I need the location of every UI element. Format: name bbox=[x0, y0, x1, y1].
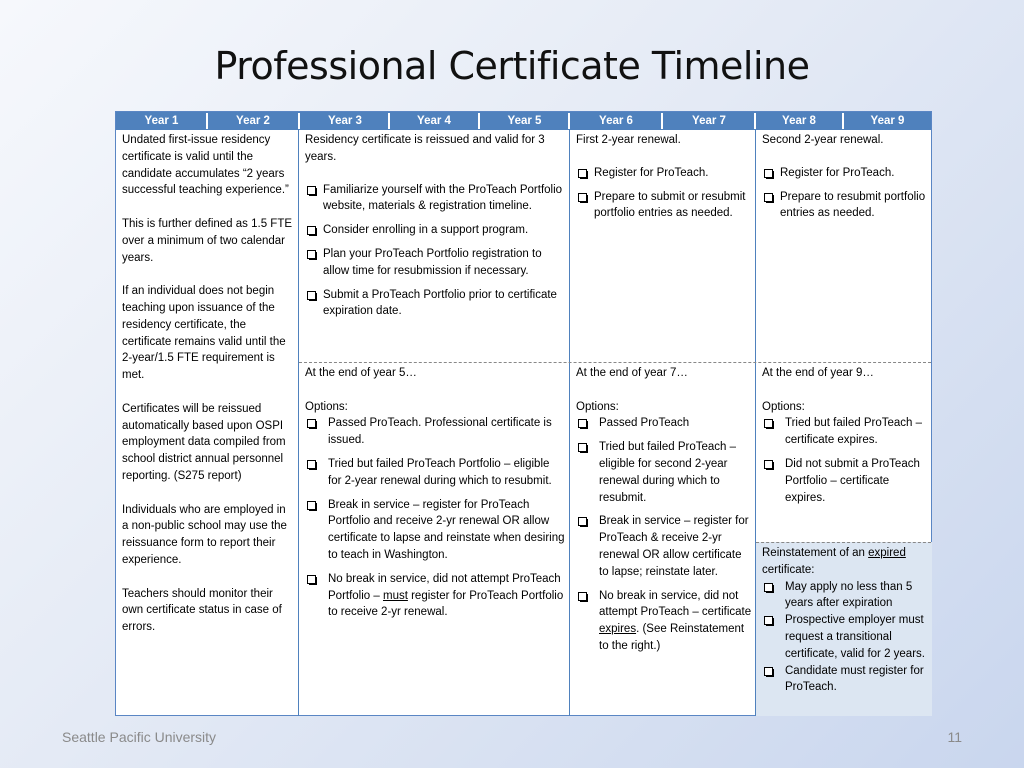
year-6-header: Year 6 bbox=[599, 115, 633, 127]
checkbox-bullet-icon bbox=[307, 186, 316, 195]
list-item: Did not submit a ProTeach Portfolio – certificate expires. bbox=[762, 456, 928, 506]
row-separator bbox=[299, 362, 931, 363]
reissue-text: Certificates will be reissued automatically based upon OSPI employment data compiled from school district annual personnel reporting. (S275 report) bbox=[122, 402, 286, 482]
column-divider bbox=[298, 130, 299, 716]
reinstatement-heading: Reinstatement of an expired certificate: bbox=[762, 547, 906, 576]
first-renewal-text: First 2-year renewal. bbox=[576, 134, 681, 146]
checkbox-bullet-icon bbox=[307, 226, 316, 235]
options-label: Options: bbox=[305, 400, 348, 413]
list-item: Prepare to resubmit portfolio entries as needed. bbox=[762, 189, 928, 223]
fte-definition-text: This is further defined as 1.5 FTE over a minimum of two calendar years. bbox=[122, 217, 293, 264]
col-year8-9-middle bbox=[762, 365, 928, 506]
list-item: Break in service – register for ProTeach & receive 2-yr renewal OR allow certificate to lapse; reinstate later. bbox=[576, 513, 753, 580]
year-9-header: Year 9 bbox=[870, 115, 905, 127]
list-item: Familiarize yourself with the ProTeach Portfolio website, materials & registration timeline. bbox=[305, 182, 565, 216]
options-label: Options: bbox=[762, 400, 805, 413]
checkbox-bullet-icon bbox=[764, 193, 773, 202]
column-divider bbox=[569, 130, 570, 716]
slide-number: 11 bbox=[947, 729, 962, 745]
year-5-header: Year 5 bbox=[507, 115, 542, 127]
row-separator bbox=[756, 542, 931, 543]
not-teaching-text: If an individual does not begin teaching upon issuance of the residency certificate, the certificate remains valid until the 2-year/1.5 FTE requirement is met. bbox=[122, 285, 286, 382]
checkbox-bullet-icon bbox=[578, 592, 587, 601]
checkbox-bullet-icon bbox=[307, 460, 316, 469]
checkbox-bullet-icon bbox=[307, 250, 316, 259]
monitor-status-text: Teachers should monitor their own certificate status in case of errors. bbox=[122, 587, 282, 634]
list-item: Register for ProTeach. bbox=[762, 165, 928, 182]
non-public-school-text: Individuals who are employed in a non-public school may use the reissuance form to report their experience. bbox=[122, 503, 287, 566]
checkbox-bullet-icon bbox=[578, 443, 587, 452]
list-item: Tried but failed ProTeach – certificate expires. bbox=[762, 415, 928, 449]
list-item: Submit a ProTeach Portfolio prior to certificate expiration date. bbox=[305, 287, 565, 321]
reinstatement-section bbox=[762, 545, 928, 696]
list-item: Consider enrolling in a support program. bbox=[305, 222, 565, 239]
residency-validity-text: Undated first-issue residency certificate is valid until the candidate accumulates “2 years successful teaching experience.” bbox=[122, 134, 289, 197]
slide-title: Professional Certificate Timeline bbox=[214, 44, 810, 88]
list-item: Break in service – register for ProTeach Portfolio and receive 2-yr renewal OR allow certificate to lapse and reinstate when desiring to teach in Washington. bbox=[305, 497, 565, 564]
list-item: Tried but failed ProTeach – eligible for second 2-year renewal during which to resubmit. bbox=[576, 439, 753, 506]
col-year1-2-notes bbox=[122, 132, 294, 636]
residency-reissue-text: Residency certificate is reissued and valid for 3 years. bbox=[305, 134, 545, 163]
list-item: Register for ProTeach. bbox=[576, 165, 751, 182]
checkbox-bullet-icon bbox=[764, 616, 773, 625]
year-8-header: Year 8 bbox=[782, 115, 816, 127]
footer-organization: Seattle Pacific University bbox=[62, 729, 217, 745]
year-1-header: Year 1 bbox=[144, 115, 179, 127]
options-label: Options: bbox=[576, 400, 619, 413]
timeline-table bbox=[115, 111, 932, 716]
year-2-header: Year 2 bbox=[236, 115, 270, 127]
checkbox-bullet-icon bbox=[307, 575, 316, 584]
checkbox-bullet-icon bbox=[764, 583, 773, 592]
col-year8-9-top bbox=[762, 132, 928, 222]
list-item: Prospective employer must request a transitional certificate, valid for 2 years. bbox=[762, 612, 928, 662]
list-item: Passed ProTeach bbox=[576, 415, 753, 432]
checkbox-bullet-icon bbox=[578, 419, 587, 428]
checkbox-bullet-icon bbox=[578, 169, 587, 178]
list-item: Candidate must register for ProTeach. bbox=[762, 663, 928, 697]
checkbox-bullet-icon bbox=[307, 419, 316, 428]
end-of-year5-heading: At the end of year 5… bbox=[305, 367, 417, 379]
checkbox-bullet-icon bbox=[764, 667, 773, 676]
year-header-row bbox=[116, 112, 931, 130]
col-year6-7-bottom bbox=[576, 365, 753, 655]
list-item: May apply no less than 5 years after expiration bbox=[762, 579, 928, 613]
checkbox-bullet-icon bbox=[307, 291, 316, 300]
checkbox-bullet-icon bbox=[764, 419, 773, 428]
year-4-header: Year 4 bbox=[417, 115, 451, 127]
checkbox-bullet-icon bbox=[764, 460, 773, 469]
year-7-header: Year 7 bbox=[692, 115, 726, 127]
col-year3-5-bottom bbox=[305, 365, 565, 621]
col-year6-7-top bbox=[576, 132, 751, 222]
checkbox-bullet-icon bbox=[578, 193, 587, 202]
list-item: No break in service, did not attempt ProTeach Portfolio – must register for ProTeach Portfolio to receive 2-yr renewal. bbox=[305, 571, 565, 621]
year-3-header: Year 3 bbox=[328, 115, 362, 127]
list-item: Passed ProTeach. Professional certificate is issued. bbox=[305, 415, 565, 449]
list-item: No break in service, did not attempt ProTeach – certificate expires. (See Reinstatement to the right.) bbox=[576, 588, 753, 655]
list-item: Tried but failed ProTeach Portfolio – eligible for 2-year renewal during which to resubmit. bbox=[305, 456, 565, 490]
list-item: Prepare to submit or resubmit portfolio entries as needed. bbox=[576, 189, 751, 223]
end-of-year9-heading: At the end of year 9… bbox=[762, 367, 874, 379]
checkbox-bullet-icon bbox=[578, 517, 587, 526]
checkbox-bullet-icon bbox=[307, 501, 316, 510]
checkbox-bullet-icon bbox=[764, 169, 773, 178]
list-item: Plan your ProTeach Portfolio registration to allow time for resubmission if necessary. bbox=[305, 246, 565, 280]
column-divider bbox=[755, 130, 756, 716]
end-of-year7-heading: At the end of year 7… bbox=[576, 367, 688, 379]
col-year3-5-top bbox=[305, 132, 565, 320]
second-renewal-text: Second 2-year renewal. bbox=[762, 134, 884, 146]
